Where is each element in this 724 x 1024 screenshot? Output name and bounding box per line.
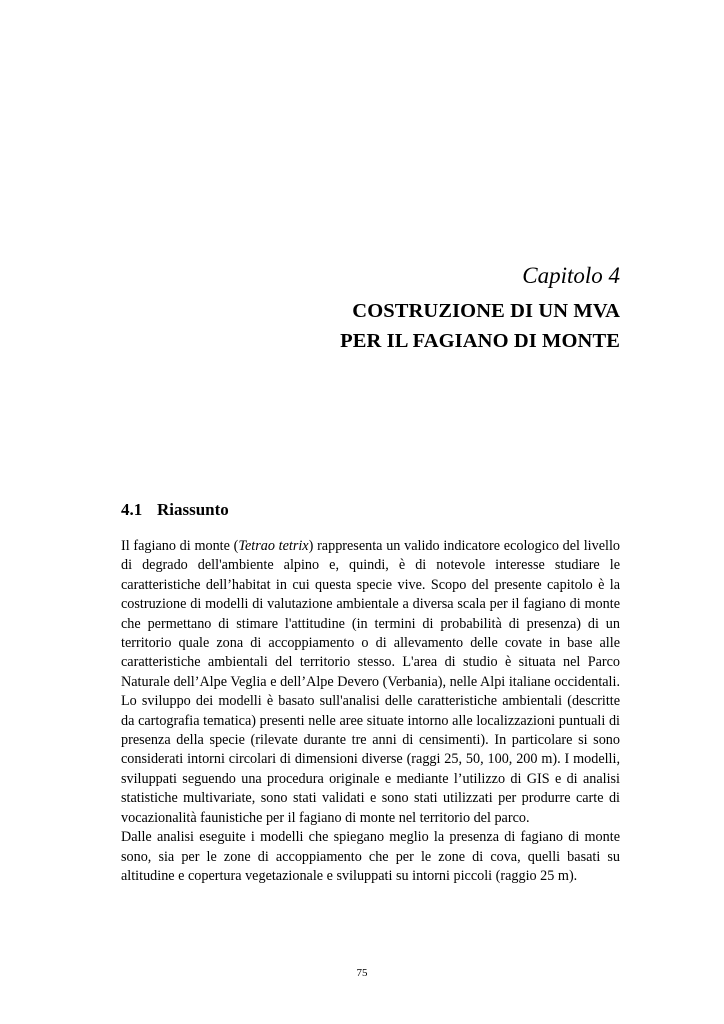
section-number: 4.1 — [121, 500, 143, 519]
page-number: 75 — [356, 967, 368, 979]
paragraph-1-rest: ) rappresenta un valido indicatore ecologico del livello di degrado dell'ambiente alpino e, quindi, è di notevole interesse studiare le caratteristiche dell’habitat in cui questa specie vive. Scopo del presente capitolo è la costruzione di modelli di valutazione ambientale a diversa scala per il fagiano di monte che permettano di stimare l'attitudine (in termini di probabilità di presenza) di un territorio quale zona di accoppiamento o di allevamento delle covate in base alle caratteristiche ambientali del territorio stesso. L'area di studio è situata nel Parco Naturale dell’Alpe Veglia e dell’Alpe Devero (Verbania), nelle Alpi italiane occidentali. Lo sviluppo dei modelli è basato sull'analisi delle caratteristiche ambientali (descritte da cartografia tematica) presenti nelle aree situate intorno alle localizzazioni puntuali di presenza della specie (rilevate durante tre anni di censimenti). In particolare si sono considerati intorni circolari di dimensioni diverse (raggi 25, 50, 100, 200 m). I modelli, sviluppati seguendo una procedura originale e mediante l’utilizzo di GIS e di analisi statistiche multivariate, sono stati validati e sono stati utilizzati per produrre carte di vocazionalità faunistiche per il fagiano di monte nel territorio del parco. — [121, 538, 620, 826]
body-text — [121, 537, 620, 886]
chapter-title-line-1: COSTRUZIONE DI UN MVA — [352, 300, 620, 322]
chapter-header — [340, 262, 620, 356]
chapter-label: Capitolo 4 — [522, 263, 620, 288]
species-name-italic: Tetrao tetrix — [238, 538, 309, 554]
section-title: Riassunto — [157, 500, 229, 519]
paragraph-1-start: Il fagiano di monte ( — [121, 538, 239, 554]
section-heading — [121, 499, 229, 521]
chapter-title-line-2: PER IL FAGIANO DI MONTE — [340, 330, 620, 352]
paragraph-1 — [121, 537, 620, 828]
paragraph-2: Dalle analisi eseguite i modelli che spiegano meglio la presenza di fagiano di monte sono, sia per le zone di accoppiamento che per le zone di cova, quelli basati su altitudine e copertura vegetazionale e sviluppati su intorni piccoli (raggio 25 m). — [121, 829, 620, 884]
